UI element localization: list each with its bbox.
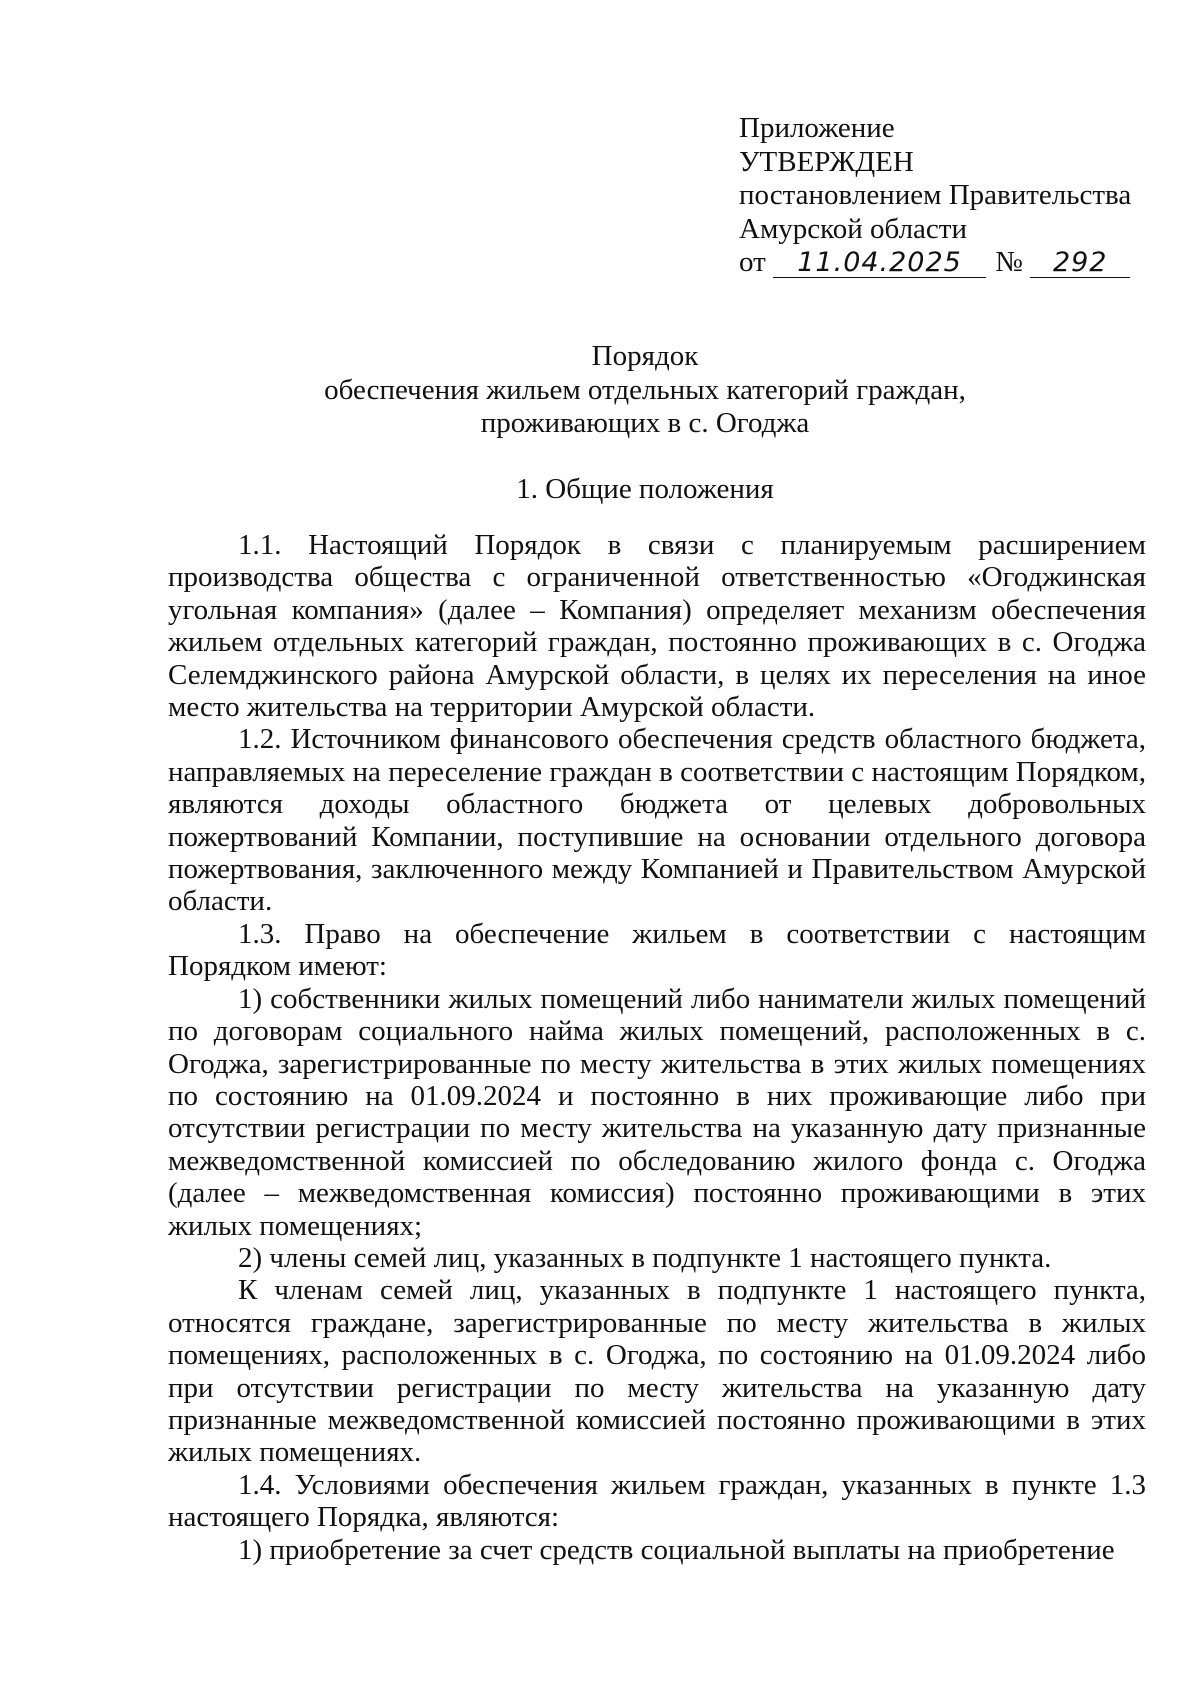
handwritten-date: 11.04.2025: [773, 249, 986, 278]
title-line-2: обеспечения жильем отдельных категорий граждан,: [324, 373, 966, 406]
document-title: [150, 340, 1140, 441]
paragraph-1-2: 1.2. Источником финансового обеспечения средств областного бюджета, направляемых на переселение граждан в соответствии с настоящим Порядком, являются доходы областного бюджета от целевых добровольных пожертвований Компании, поступившие на основании отдельного договора пожертвования, заключенного между Компанией и Правительством Амурской области.: [168, 723, 1146, 918]
document-body: [168, 529, 1146, 1566]
family-members-paragraph: К членам семей лиц, указанных в подпункте 1 настоящего пункта, относятся граждане, зарегистрированные по месту жительства в жилых помещениях, расположенных в с. Огоджа, по состоянию на 01.09.2024 либо при отсутствии регистрации по месту жительства на указанную дату признанные межведомственной комиссией постоянно проживающими в этих жилых помещениях.: [168, 1274, 1146, 1469]
section-heading: 1. Общие положения: [516, 473, 774, 505]
paragraph-1-4: 1.4. Условиями обеспечения жильем граждан, указанных в пункте 1.3 настоящего Порядка, являются:: [168, 1468, 1146, 1534]
title-line-1: Порядок: [591, 340, 699, 372]
subparagraph-1-3-1: 1) собственники жилых помещений либо наниматели жилых помещений по договорам социального найма жилых помещений, расположенных в с. Огоджа, зарегистрированные по месту жительства в этих жилых помещениях по состоянию на 01.09.2024 и постоянно в них проживающие либо при отсутствии регистрации по месту жительства на указанную дату признанные межведомственной комиссией по обследованию жилого фонда с. Огоджа (далее – межведомственная комиссия) постоянно проживающими в этих жилых помещениях;: [168, 982, 1146, 1242]
approval-resolution-label: постановлением Правительства: [739, 179, 1132, 211]
date-prefix: от: [739, 246, 766, 278]
approval-approved-label: УТВЕРЖДЕН: [739, 145, 914, 178]
subparagraph-1-4-1: 1) приобретение за счет средств социальной выплаты на приобретение: [238, 1533, 1115, 1566]
approval-region-label: Амурской области: [739, 212, 967, 245]
number-sign: №: [995, 246, 1023, 278]
title-line-3: проживающих в с. Огоджа: [480, 407, 810, 439]
paragraph-1-3: 1.3. Право на обеспечение жильем в соответствии с настоящим Порядком имеют:: [168, 917, 1146, 983]
approval-stamp-block: [739, 112, 1131, 280]
approval-date-number-line: [739, 246, 1131, 280]
handwritten-number: 292: [1030, 249, 1130, 278]
paragraph-1-1: 1.1. Настоящий Порядок в связи с планируемым расширением производства общества с ограниченной ответственностью «Огоджинская угольная компания» (далее – Компания) определяет механизм обеспечения жильем отдельных категорий граждан, постоянно проживающих в с. Огоджа Селемджинского района Амурской области, в целях их переселения на иное место жительства на территории Амурской области.: [168, 529, 1146, 724]
approval-appendix-label: Приложение: [739, 112, 895, 144]
subparagraph-1-3-2: 2) члены семей лиц, указанных в подпункте 1 настоящего пункта.: [238, 1241, 1052, 1274]
